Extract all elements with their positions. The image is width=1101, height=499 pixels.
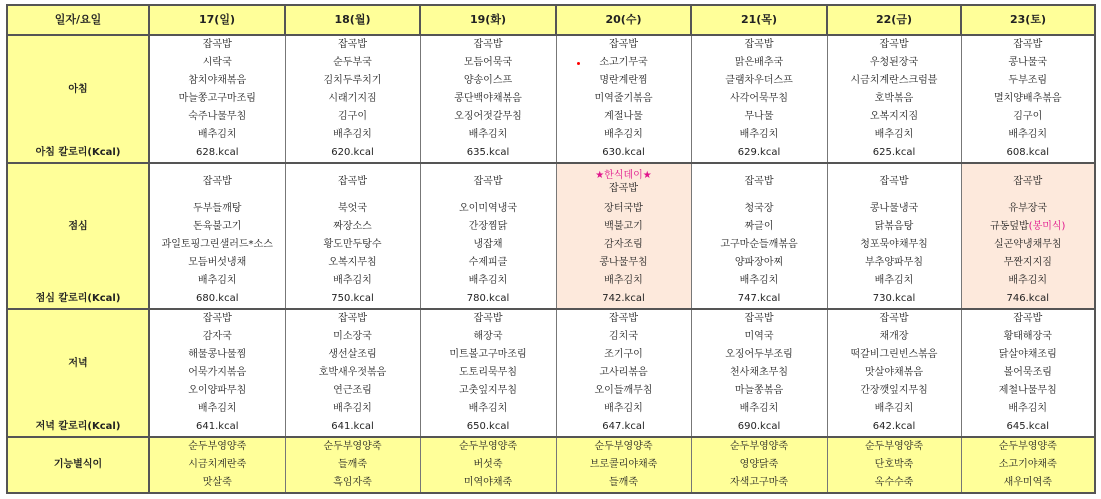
special-item: 들깨죽 bbox=[285, 456, 420, 474]
special-item: 버섯죽 bbox=[420, 456, 556, 474]
dinner-side-dish: 볼어묵조림 bbox=[961, 364, 1095, 382]
dinner-side-dish: 고사리볶음 bbox=[556, 364, 691, 382]
dinner-item: 해장국 bbox=[420, 328, 556, 346]
lunch-item: 배추김치 bbox=[285, 272, 420, 290]
day-header-thu: 21(목) bbox=[691, 5, 827, 35]
dinner-item: 미소장국 bbox=[285, 328, 420, 346]
lunch-item: 무짠지지짐 bbox=[961, 254, 1095, 272]
special-row-2 bbox=[7, 474, 1095, 493]
dinner-item: 연근조림 bbox=[285, 382, 420, 400]
dinner-main-dish: 떡갈비그린빈스볶음 bbox=[827, 346, 961, 364]
special-item: 순두부영양죽 bbox=[420, 437, 556, 456]
dinner-item: 잡곡밥 bbox=[961, 309, 1095, 328]
lunch-main-dish-gyudon bbox=[961, 218, 1095, 236]
dinner-row-2 bbox=[7, 346, 1095, 364]
breakfast-side-dish: 시래기지짐 bbox=[285, 90, 420, 108]
lunch-item: 양파장아찌 bbox=[691, 254, 827, 272]
dinner-item: 배추김치 bbox=[420, 400, 556, 418]
lunch-item: 잡곡밥 bbox=[961, 163, 1095, 200]
breakfast-item: 잡곡밥 bbox=[149, 35, 285, 54]
breakfast-calorie: 628.kcal bbox=[149, 144, 285, 163]
lunch-calorie: 780.kcal bbox=[420, 290, 556, 309]
lunch-calorie: 747.kcal bbox=[691, 290, 827, 309]
dinner-side-dish: 어묵가지볶음 bbox=[149, 364, 285, 382]
breakfast-side-dish: 호박볶음 bbox=[827, 90, 961, 108]
breakfast-main-dish: 두부조림 bbox=[961, 72, 1095, 90]
dinner-calorie-label: 저녁 칼로리(Kcal) bbox=[7, 418, 149, 437]
lunch-side-dish: 과일토핑그린샐러드*소스 bbox=[149, 236, 285, 254]
breakfast-item: 맑은배추국 bbox=[691, 54, 827, 72]
lunch-calorie: 742.kcal bbox=[556, 290, 691, 309]
lunch-item: 잡곡밥 bbox=[149, 163, 285, 200]
lunch-item: 북엇국 bbox=[285, 200, 420, 218]
lunch-side-dish: 고구마순들깨볶음 bbox=[691, 236, 827, 254]
lunch-calorie-row bbox=[7, 290, 1095, 309]
dinner-side-dish: 맛살야채볶음 bbox=[827, 364, 961, 382]
special-row-1 bbox=[7, 456, 1095, 474]
lunch-item: 청국장 bbox=[691, 200, 827, 218]
gyudon-note: (봉미식) bbox=[1028, 221, 1066, 232]
breakfast-calorie: 630.kcal bbox=[556, 144, 691, 163]
lunch-row-2 bbox=[7, 218, 1095, 236]
breakfast-main-dish: 시금치계란스크럼블 bbox=[827, 72, 961, 90]
breakfast-main-dish: 김치두루치기 bbox=[285, 72, 420, 90]
breakfast-main-dish: 참치야채볶음 bbox=[149, 72, 285, 90]
breakfast-item: 잡곡밥 bbox=[556, 35, 691, 54]
lunch-item: 부추양파무침 bbox=[827, 254, 961, 272]
lunch-item: 잡곡밥 bbox=[691, 163, 827, 200]
special-row-0 bbox=[7, 437, 1095, 456]
day-header-sun: 17(일) bbox=[149, 5, 285, 35]
breakfast-calorie: 608.kcal bbox=[961, 144, 1095, 163]
dinner-item: 마늘쫑볶음 bbox=[691, 382, 827, 400]
special-item: 소고기야채죽 bbox=[961, 456, 1095, 474]
breakfast-item: 배추김치 bbox=[827, 126, 961, 144]
special-item: 새우미역죽 bbox=[961, 474, 1095, 493]
lunch-main-dish: 백불고기 bbox=[556, 218, 691, 236]
day-header-tue: 19(화) bbox=[420, 5, 556, 35]
breakfast-item: 소고기무국 bbox=[556, 54, 691, 72]
dinner-row-3 bbox=[7, 364, 1095, 382]
lunch-side-dish: 황도만두탕수 bbox=[285, 236, 420, 254]
dinner-item: 배추김치 bbox=[827, 400, 961, 418]
dinner-item: 잡곡밥 bbox=[420, 309, 556, 328]
breakfast-item: 배추김치 bbox=[149, 126, 285, 144]
lunch-item: 오복지무침 bbox=[285, 254, 420, 272]
special-item: 맛살죽 bbox=[149, 474, 285, 493]
lunch-main-dish: 짜장소스 bbox=[285, 218, 420, 236]
dinner-main-dish: 미트볼고구마조림 bbox=[420, 346, 556, 364]
dinner-item: 간장깻잎지무침 bbox=[827, 382, 961, 400]
dinner-item: 배추김치 bbox=[285, 400, 420, 418]
lunch-row-0 bbox=[7, 163, 1095, 200]
red-dot-mark bbox=[577, 62, 580, 65]
breakfast-calorie-row bbox=[7, 144, 1095, 163]
dinner-main-dish: 해물콩나물찜 bbox=[149, 346, 285, 364]
breakfast-item: 시락국 bbox=[149, 54, 285, 72]
lunch-side-dish: 감자조림 bbox=[556, 236, 691, 254]
breakfast-item: 순두부국 bbox=[285, 54, 420, 72]
breakfast-item: 김구이 bbox=[285, 108, 420, 126]
lunch-item: 유부장국 bbox=[961, 200, 1095, 218]
breakfast-item: 숙주나물무침 bbox=[149, 108, 285, 126]
dinner-item: 잡곡밥 bbox=[149, 309, 285, 328]
lunch-calorie: 746.kcal bbox=[961, 290, 1095, 309]
breakfast-item: 잡곡밥 bbox=[691, 35, 827, 54]
lunch-calorie: 750.kcal bbox=[285, 290, 420, 309]
dinner-item: 황태해장국 bbox=[961, 328, 1095, 346]
lunch-item: 수제피클 bbox=[420, 254, 556, 272]
day-header-fri: 22(금) bbox=[827, 5, 961, 35]
breakfast-row-1 bbox=[7, 54, 1095, 72]
dinner-calorie: 647.kcal bbox=[556, 418, 691, 437]
lunch-row-4 bbox=[7, 254, 1095, 272]
special-item: 순두부영양죽 bbox=[149, 437, 285, 456]
special-item: 옥수수죽 bbox=[827, 474, 961, 493]
lunch-item: 잡곡밥 bbox=[285, 163, 420, 200]
special-item: 브로콜리야채죽 bbox=[556, 456, 691, 474]
breakfast-row-3 bbox=[7, 90, 1095, 108]
lunch-item: 배추김치 bbox=[961, 272, 1095, 290]
lunch-calorie-label: 점심 칼로리(Kcal) bbox=[7, 290, 149, 309]
korean-day-note: ★한식데이★ bbox=[595, 170, 652, 181]
lunch-item-special bbox=[556, 163, 691, 200]
dinner-item: 배추김치 bbox=[149, 400, 285, 418]
dinner-item: 잡곡밥 bbox=[556, 309, 691, 328]
lunch-item: 장터국밥 bbox=[556, 200, 691, 218]
dinner-main-dish: 오징어두부조림 bbox=[691, 346, 827, 364]
special-item: 순두부영양죽 bbox=[691, 437, 827, 456]
breakfast-row-0 bbox=[7, 35, 1095, 54]
lunch-item: 배추김치 bbox=[149, 272, 285, 290]
breakfast-calorie: 635.kcal bbox=[420, 144, 556, 163]
day-header-sat: 23(토) bbox=[961, 5, 1095, 35]
breakfast-side-dish: 멸치양배추볶음 bbox=[961, 90, 1095, 108]
lunch-calorie: 730.kcal bbox=[827, 290, 961, 309]
dinner-main-dish: 닭살야채조림 bbox=[961, 346, 1095, 364]
breakfast-side-dish: 마늘쫑고구마조림 bbox=[149, 90, 285, 108]
dinner-row-0 bbox=[7, 309, 1095, 328]
breakfast-side-dish: 사각어묵무침 bbox=[691, 90, 827, 108]
dinner-main-dish: 조기구이 bbox=[556, 346, 691, 364]
dinner-item: 고춧잎지무침 bbox=[420, 382, 556, 400]
breakfast-item: 배추김치 bbox=[556, 126, 691, 144]
special-item: 순두부영양죽 bbox=[827, 437, 961, 456]
breakfast-calorie: 629.kcal bbox=[691, 144, 827, 163]
dinner-item: 채개장 bbox=[827, 328, 961, 346]
dinner-item: 잡곡밥 bbox=[691, 309, 827, 328]
lunch-item: 배추김치 bbox=[691, 272, 827, 290]
dinner-main-dish: 생선살조림 bbox=[285, 346, 420, 364]
lunch-item: 모듬버섯냉채 bbox=[149, 254, 285, 272]
lunch-main-dish: 돈육불고기 bbox=[149, 218, 285, 236]
dinner-row-4 bbox=[7, 382, 1095, 400]
special-item: 미역야채죽 bbox=[420, 474, 556, 493]
weekly-menu bbox=[6, 4, 1094, 494]
breakfast-item: 오복지지짐 bbox=[827, 108, 961, 126]
breakfast-item: 배추김치 bbox=[961, 126, 1095, 144]
dinner-item: 잡곡밥 bbox=[285, 309, 420, 328]
dinner-item: 배추김치 bbox=[556, 400, 691, 418]
breakfast-item: 잡곡밥 bbox=[420, 35, 556, 54]
dinner-row-5 bbox=[7, 400, 1095, 418]
lunch-main-dish: 짜글이 bbox=[691, 218, 827, 236]
lunch-item: 잡곡밥 bbox=[420, 163, 556, 200]
breakfast-item: 오징어젓갈무침 bbox=[420, 108, 556, 126]
lunch-main-dish: 간장찜닭 bbox=[420, 218, 556, 236]
breakfast-calorie-label: 아침 칼로리(Kcal) bbox=[7, 144, 149, 163]
lunch-item: 두부들깨탕 bbox=[149, 200, 285, 218]
lunch-side-dish: 냉잡채 bbox=[420, 236, 556, 254]
lunch-item: 배추김치 bbox=[827, 272, 961, 290]
special-diet-label: 기능별식이 bbox=[7, 437, 149, 493]
lunch-side-dish: 실곤약냉채무침 bbox=[961, 236, 1095, 254]
special-item: 순두부영양죽 bbox=[285, 437, 420, 456]
special-item: 들깨죽 bbox=[556, 474, 691, 493]
day-header-wed: 20(수) bbox=[556, 5, 691, 35]
breakfast-item: 계절나물 bbox=[556, 108, 691, 126]
lunch-item: 오이미역냉국 bbox=[420, 200, 556, 218]
lunch-row-1 bbox=[7, 200, 1095, 218]
special-item: 흑임자죽 bbox=[285, 474, 420, 493]
lunch-item: 배추김치 bbox=[420, 272, 556, 290]
lunch-item: 잡곡밥 bbox=[827, 163, 961, 200]
dinner-calorie: 641.kcal bbox=[285, 418, 420, 437]
dinner-side-dish: 도토리묵무침 bbox=[420, 364, 556, 382]
special-item: 자색고구마죽 bbox=[691, 474, 827, 493]
dinner-calorie: 641.kcal bbox=[149, 418, 285, 437]
dinner-calorie: 690.kcal bbox=[691, 418, 827, 437]
lunch-item: 콩나물냉국 bbox=[827, 200, 961, 218]
breakfast-item: 배추김치 bbox=[420, 126, 556, 144]
special-item: 시금치계란죽 bbox=[149, 456, 285, 474]
dinner-item: 감자국 bbox=[149, 328, 285, 346]
breakfast-label: 아침 bbox=[7, 35, 149, 144]
gyudon-label: 규동덮밥 bbox=[990, 221, 1029, 232]
lunch-item: 콩나물무침 bbox=[556, 254, 691, 272]
breakfast-item: 잡곡밥 bbox=[285, 35, 420, 54]
dinner-item: 배추김치 bbox=[691, 400, 827, 418]
dinner-calorie-row bbox=[7, 418, 1095, 437]
special-item: 단호박죽 bbox=[827, 456, 961, 474]
dinner-calorie: 642.kcal bbox=[827, 418, 961, 437]
dinner-row-1 bbox=[7, 328, 1095, 346]
breakfast-main-dish: 클램차우더스프 bbox=[691, 72, 827, 90]
lunch-item: 잡곡밥 bbox=[609, 183, 638, 194]
header-row bbox=[7, 5, 1095, 35]
special-item: 순두부영양죽 bbox=[961, 437, 1095, 456]
dinner-calorie: 645.kcal bbox=[961, 418, 1095, 437]
breakfast-calorie: 620.kcal bbox=[285, 144, 420, 163]
dinner-item: 배추김치 bbox=[961, 400, 1095, 418]
day-header-mon: 18(월) bbox=[285, 5, 420, 35]
breakfast-row-2 bbox=[7, 72, 1095, 90]
breakfast-item: 배추김치 bbox=[285, 126, 420, 144]
lunch-main-dish: 닭볶음탕 bbox=[827, 218, 961, 236]
dinner-label: 저녁 bbox=[7, 309, 149, 418]
dinner-item: 김치국 bbox=[556, 328, 691, 346]
breakfast-row-4 bbox=[7, 108, 1095, 126]
breakfast-item: 무나물 bbox=[691, 108, 827, 126]
breakfast-row-5 bbox=[7, 126, 1095, 144]
breakfast-item: 모듬어묵국 bbox=[420, 54, 556, 72]
dinner-calorie: 650.kcal bbox=[420, 418, 556, 437]
header-corner: 일자/요일 bbox=[7, 5, 149, 35]
breakfast-calorie: 625.kcal bbox=[827, 144, 961, 163]
lunch-label: 점심 bbox=[7, 163, 149, 290]
breakfast-item: 잡곡밥 bbox=[961, 35, 1095, 54]
breakfast-item: 배추김치 bbox=[691, 126, 827, 144]
dinner-item: 미역국 bbox=[691, 328, 827, 346]
lunch-item: 배추김치 bbox=[556, 272, 691, 290]
breakfast-item: 잡곡밥 bbox=[827, 35, 961, 54]
dinner-side-dish: 천사채초무침 bbox=[691, 364, 827, 382]
breakfast-main-dish: 명란계란찜 bbox=[556, 72, 691, 90]
breakfast-main-dish: 양송이스프 bbox=[420, 72, 556, 90]
dinner-item: 오이양파무침 bbox=[149, 382, 285, 400]
special-item: 영양닭죽 bbox=[691, 456, 827, 474]
breakfast-side-dish: 미역줄기볶음 bbox=[556, 90, 691, 108]
special-item: 순두부영양죽 bbox=[556, 437, 691, 456]
menu-table bbox=[6, 4, 1096, 494]
breakfast-side-dish: 콩단백야채볶음 bbox=[420, 90, 556, 108]
dinner-item: 오이들깨무침 bbox=[556, 382, 691, 400]
breakfast-item: 김구이 bbox=[961, 108, 1095, 126]
dinner-item: 제철나물무침 bbox=[961, 382, 1095, 400]
lunch-calorie: 680.kcal bbox=[149, 290, 285, 309]
lunch-row-3 bbox=[7, 236, 1095, 254]
lunch-side-dish: 청포묵야채무침 bbox=[827, 236, 961, 254]
breakfast-item: 우청된장국 bbox=[827, 54, 961, 72]
dinner-side-dish: 호박새우젓볶음 bbox=[285, 364, 420, 382]
lunch-row-5 bbox=[7, 272, 1095, 290]
dinner-item: 잡곡밥 bbox=[827, 309, 961, 328]
breakfast-item: 콩나물국 bbox=[961, 54, 1095, 72]
